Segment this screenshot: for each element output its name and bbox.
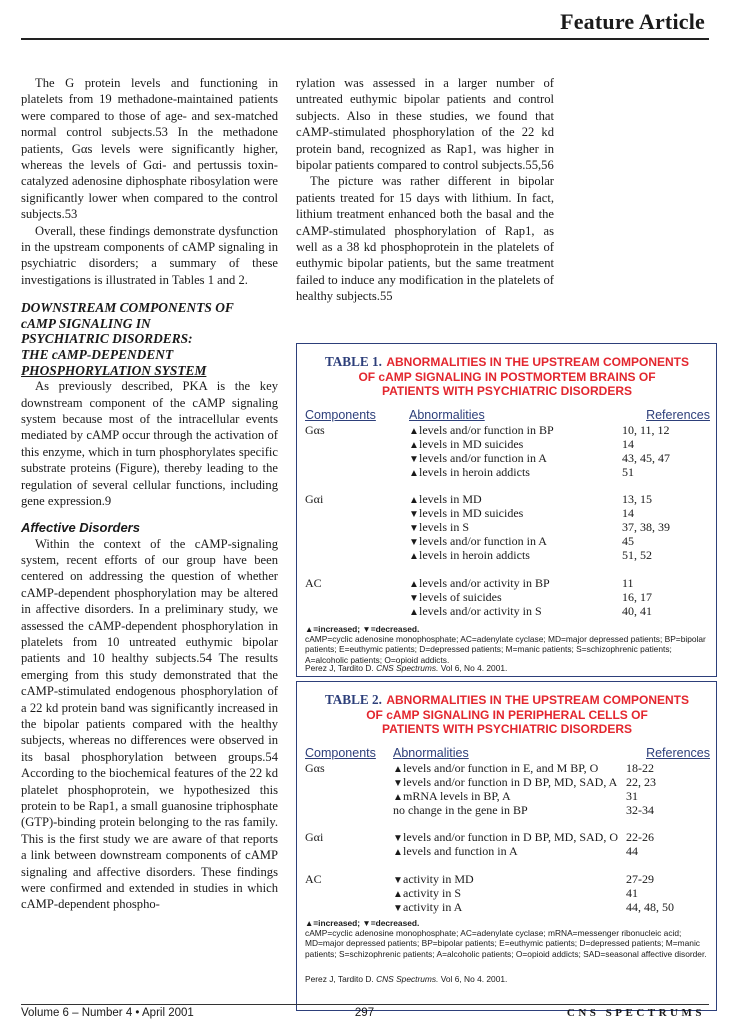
cell-reference: 40, 41 (622, 603, 652, 618)
table-row (305, 438, 710, 452)
right-column (296, 75, 554, 305)
cell-abnormality (409, 466, 530, 481)
cell-reference: 18-22 (626, 761, 654, 775)
up-triangle-icon: ▲ (393, 791, 403, 803)
table-1-title-line: OF cAMP SIGNALING IN POSTMORTEM BRAINS OF (358, 370, 656, 384)
cell-abnormality-text: levels and/or activity in BP (419, 575, 550, 590)
up-triangle-icon: ▲ (393, 764, 403, 775)
up-triangle-icon: ▲ (409, 578, 419, 590)
table-1-rows (305, 424, 710, 618)
up-triangle-icon: ▲ (409, 439, 419, 451)
cell-abnormality-text: levels of suicides (419, 589, 502, 604)
table-row (305, 845, 710, 859)
cell-abnormality (409, 549, 530, 564)
cell-abnormality (393, 901, 462, 916)
cell-reference: 45 (622, 534, 634, 549)
col-header-abnormalities: Abnormalities (409, 408, 485, 422)
cell-reference: 37, 38, 39 (622, 520, 670, 535)
cell-reference: 14 (622, 506, 634, 521)
table-row (305, 452, 710, 466)
cell-abnormality-text: levels and/or function in A (419, 534, 547, 549)
table-1-source (305, 663, 710, 673)
up-triangle-icon: ▲ (409, 606, 419, 618)
cell-abnormality-text: levels and function in A (403, 844, 518, 859)
cell-component: Gαi (305, 492, 324, 507)
cell-abnormality-text: levels in S (419, 520, 469, 535)
cell-reference: 32-34 (626, 802, 654, 817)
table-1-header (305, 408, 710, 424)
up-triangle-icon: ▲ (409, 495, 419, 507)
source-issue: Vol 6, No 4. 2001. (440, 663, 508, 673)
cell-abnormality-text: levels in MD suicides (419, 436, 524, 451)
cell-abnormality-text: mRNA levels in BP, A (403, 788, 511, 803)
cell-abnormality-text: levels in heroin addicts (419, 548, 530, 563)
source-issue: Vol 6, No 4. 2001. (440, 974, 508, 984)
cell-component: Gαs (305, 423, 325, 437)
table-row (305, 577, 710, 591)
table-2-notes (305, 918, 710, 959)
cell-abnormality-text: levels in MD suicides (419, 506, 524, 521)
cell-reference: 11 (622, 575, 634, 590)
table-2-rows (305, 762, 710, 915)
up-triangle-icon: ▲ (393, 889, 403, 901)
table-2-title-line: PATIENTS WITH PSYCHIATRIC DISORDERS (381, 721, 632, 736)
table-row (305, 535, 710, 549)
table-row (305, 591, 710, 605)
down-triangle-icon: ▼ (409, 523, 419, 535)
table-row-gap (305, 480, 710, 494)
footer-journal: CNS SPECTRUMS (566, 1007, 705, 1019)
table-1-notes (305, 624, 710, 665)
col-header-references: References (646, 408, 710, 422)
source-authors: Perez J, Tardito D. (305, 663, 374, 673)
footer-volume: Volume 6 – Number 4 • April 2001 (21, 1007, 194, 1019)
down-triangle-icon: ▼ (393, 875, 403, 887)
down-triangle-icon: ▼ (409, 537, 419, 549)
left-paragraph-3: As previously described, PKA is the key downstream component of the cAMP signaling system because most of the intracellular events mediated by cAMP occur through the activation of this enzyme, which in turn phosphorylates specific substrate proteins (Figure), thereby leading to the regulation of several cellular functions, including gene expression.9 (21, 379, 278, 509)
table-row (305, 507, 710, 521)
cell-abnormality-text: levels and/or function in A (419, 450, 547, 465)
cell-abnormality-text: activity in S (403, 886, 461, 901)
cell-reference: 13, 15 (622, 492, 652, 507)
source-authors: Perez J, Tardito D. (305, 974, 374, 984)
down-triangle-icon: ▼ (409, 453, 419, 465)
cell-component: AC (305, 872, 322, 887)
table-row (305, 605, 710, 619)
cell-component: Gαs (305, 761, 325, 775)
cell-abnormality-text: no change in the gene in BP (393, 802, 528, 817)
up-triangle-icon: ▲ (409, 551, 419, 563)
cell-abnormality (393, 804, 528, 818)
cell-reference: 51 (622, 464, 634, 479)
table-2-title-line: ABNORMALITIES IN THE UPSTREAM COMPONENTS (386, 693, 690, 707)
section-heading-line: THE cAMP-DEPENDENT (21, 347, 174, 363)
col-header-components: Components (305, 408, 376, 422)
table-row (305, 424, 710, 438)
table-row (305, 804, 710, 818)
table-row (305, 466, 710, 480)
down-triangle-icon: ▼ (393, 777, 403, 789)
cell-abnormality (409, 605, 542, 620)
col-header-abnormalities: Abnormalities (393, 746, 469, 760)
table-row (305, 901, 710, 915)
cell-reference: 41 (626, 886, 638, 901)
cell-abnormality-text: levels and/or activity in S (419, 603, 542, 618)
left-column (21, 75, 278, 913)
down-triangle-icon: ▼ (393, 833, 403, 845)
cell-abnormality-text: levels and/or function in BP (419, 423, 554, 437)
table-1 (296, 343, 717, 677)
cell-reference: 22-26 (626, 830, 654, 845)
cell-reference: 27-29 (626, 872, 654, 887)
up-triangle-icon: ▲ (409, 467, 419, 479)
footer-rule (21, 1004, 709, 1005)
cell-reference: 10, 11, 12 (622, 423, 670, 437)
table-2 (296, 681, 717, 1011)
cell-abnormality-text: activity in MD (403, 872, 474, 887)
header-rule (21, 38, 709, 40)
right-paragraph-1: rylation was assessed in a larger number of untreated euthymic bipolar patients and control subjects. Also in these studies, we found that cAMP-stimulated phosphorylation of the 22 kd protein band, recognized as Rap1, was higher in bipolar patients compared to control subjects.55,56 (296, 76, 554, 173)
table-row (305, 762, 710, 776)
cell-reference: 14 (622, 436, 634, 451)
source-journal: CNS Spectrums. (376, 663, 439, 673)
table-row (305, 790, 710, 804)
table-row (305, 831, 710, 845)
table-row-gap (305, 818, 710, 832)
down-triangle-icon: ▼ (409, 509, 419, 521)
table-2-legend: ▲=increased; ▼=decreased. (305, 918, 420, 928)
section-heading-line: PSYCHIATRIC DISORDERS: (21, 331, 193, 347)
cell-abnormality (393, 845, 518, 860)
table-2-source (305, 974, 710, 984)
col-header-references: References (646, 746, 710, 760)
cell-component: AC (305, 575, 322, 590)
left-paragraph-1: The G protein levels and functioning in platelets from 19 methadone-maintained patients were compared to those of age- and sex-matched normal control subjects.53 In the methadone patients, Gαs levels were significantly higher, whereas the levels of Gαi- and pertussis toxin-catalyzed adenosine diphosphate ribosylation were significantly lower when compared to the control subjects.53 (21, 76, 278, 222)
table-2-header (305, 746, 710, 762)
cell-abnormality-text: levels and/or function in D BP, MD, SAD, A (403, 774, 618, 789)
table-row (305, 776, 710, 790)
cell-reference: 31 (626, 788, 638, 803)
cell-reference: 44 (626, 844, 638, 859)
subsection-heading: Affective Disorders (21, 519, 140, 535)
section-heading-line: DOWNSTREAM COMPONENTS OF (21, 300, 234, 316)
table-2-title-line: OF cAMP SIGNALING IN PERIPHERAL CELLS OF (366, 708, 648, 722)
cell-reference: 51, 52 (622, 548, 652, 563)
cell-abnormality-text: levels and/or function in D BP, MD, SAD, O (403, 830, 618, 845)
table-1-legend: ▲=increased; ▼=decreased. (305, 624, 420, 634)
down-triangle-icon: ▼ (393, 902, 403, 914)
footer-page-number: 297 (354, 1007, 375, 1019)
cell-abnormality-text: levels and/or function in E, and M BP, O (403, 761, 599, 775)
table-row-gap (305, 859, 710, 873)
table-row (305, 521, 710, 535)
table-row (305, 887, 710, 901)
cell-abnormality-text: activity in A (403, 899, 463, 914)
cell-reference: 22, 23 (626, 774, 656, 789)
table-1-label: TABLE 1. (324, 354, 382, 369)
left-paragraph-4: Within the context of the cAMP-signaling system, recent efforts of our group have been centered on addressing the question of whether cAMP-dependent phosphorylation may be altered in affective disorders. In a preliminary study, we assessed the cAMP-dependent phosphorylation in platelets from 10 untreated euthymic bipolar patients and 10 healthy subjects.54 The results emerging from this study demonstrated that the cAMP-stimulated endogenous phosphorylation of a 22 kd protein band was significantly increased in the bipolar patients compared with the healthy subjects, whereas no differences were observed in its basal phosphorylation between groups.54 According to the biochemical features of the 22 kd platelet phosphoprotein, we hypothesized this protein to be Rap1, a small guanosine triphosphate (GTP)-binding protein belonging to the ras family. This is the first study we are aware of that reports a link between downstream components of cAMP signaling and affective disorders. These findings were confirmed and extended in studies in which cAMP-dependent phospho- (21, 536, 278, 912)
section-heading-line: cAMP SIGNALING IN (21, 315, 151, 331)
table-row (305, 493, 710, 507)
col-header-components: Components (305, 746, 376, 760)
cell-component: Gαi (305, 830, 324, 845)
down-triangle-icon: ▼ (409, 592, 419, 604)
cell-reference: 44, 48, 50 (626, 899, 674, 914)
header-title: Feature Article (560, 9, 705, 34)
table-1-title-line: PATIENTS WITH PSYCHIATRIC DISORDERS (381, 383, 632, 398)
table-row (305, 873, 710, 887)
source-journal: CNS Spectrums. (376, 974, 439, 984)
section-heading (21, 300, 278, 378)
table-2-label: TABLE 2. (324, 692, 382, 707)
table-1-title (307, 353, 707, 398)
table-row (305, 549, 710, 563)
up-triangle-icon: ▲ (409, 426, 419, 437)
table-1-abbreviations: cAMP=cyclic adenosine monophosphate; AC=adenylate cyclase; MD=major depressed patients; BP=bipolar patients; E=euthymic patients; D=depressed patients; M=manic patients; S=schizophrenic patients; A=alcoholic patients; O=opioid addicts. (305, 634, 706, 665)
cell-abnormality-text: levels in MD (419, 492, 482, 507)
cell-reference: 43, 45, 47 (622, 450, 670, 465)
table-1-title-line: ABNORMALITIES IN THE UPSTREAM COMPONENTS (386, 355, 690, 369)
table-2-abbreviations: cAMP=cyclic adenosine monophosphate; AC=adenylate cyclase; mRNA=messenger ribonucleic acid; MD=major depressed patients; BP=bipolar patients; E=euthymic patients; D=depressed patients; M=manic patients; S=schizophrenic patients; A=alcoholic patients; O=opioid addicts; SAD=seasonal affective disorder. (305, 928, 707, 959)
up-triangle-icon: ▲ (393, 847, 403, 859)
cell-abnormality-text: levels in heroin addicts (419, 464, 530, 479)
right-paragraph-2: The picture was rather different in bipolar patients treated for 15 days with lithium. In fact, lithium treatment enhanced both the basal and the cAMP-stimulated phosphorylation of Rap1, as well as a 38 kd phosphoprotein in the platelets of euthymic bipolar patients, but the same treatment failed to induce any modification in the platelets of healthy subjects.55 (296, 174, 554, 304)
cell-reference: 16, 17 (622, 589, 652, 604)
section-heading-line-last: PHOSPHORYLATION SYSTEM (21, 362, 207, 378)
table-2-title (307, 691, 707, 736)
left-paragraph-2: Overall, these findings demonstrate dysfunction in the upstream components of cAMP signaling in psychiatric disorders; a summary of these investigations is illustrated in Tables 1 and 2. (21, 223, 278, 287)
table-row-gap (305, 563, 710, 577)
